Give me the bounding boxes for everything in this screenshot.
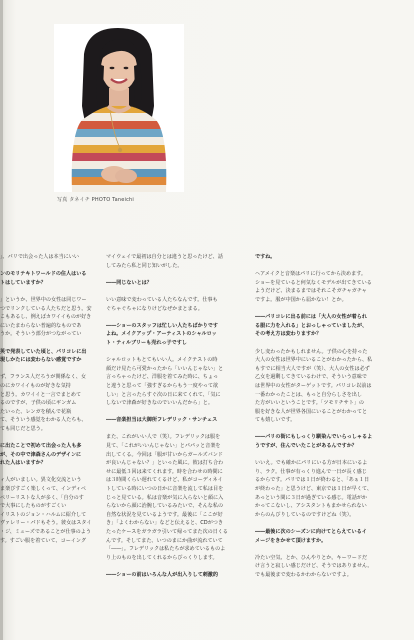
photo-credit: 写真 タネイチ PHOTO Taneichi <box>57 197 135 203</box>
answer-paragraph: ヘアメイクと音楽はパリに行ってから決めます。 ショーを見ていると何気なくモデルが出てきている ようだけど、決まるまではそれこそガチャガチャ ですよ。服が中国から届かない！とか。 <box>255 271 372 303</box>
text-column-2 <box>106 253 242 588</box>
answer-paragraph: 少し変わったかもしれません。子供の心を持った 大人の女性は世界中にいることがわかったから、私 もすでに相当大人ですが（笑）、大人の女性は必ず 乙女を過剰してきているわけで、そういう意味で は世界中の女性がターゲットです。パリコレ以前は 一番わかったことは、もっと自分らしさを出し た方がいいということです。「ツモリチサト」の 服を好きな人が世界各国にいることがわかってと ても嬉しいです。 <box>255 348 373 424</box>
question-paragraph: ですね。 <box>255 254 276 260</box>
portrait-photo <box>54 24 184 192</box>
portrait-illustration <box>54 24 184 192</box>
question-paragraph: ――同じないとは？ <box>106 279 152 286</box>
answer-paragraph: 冷たい空気、とか、ひんやりとか。キーワードだ け言うと寂しい感じだけど、そうではありません。 でも最後まで変わるかわからないですよ。 <box>255 554 373 578</box>
question-paragraph: ――パリコレに出る前には「大人の女性が着られ る服に力を入れる」とおっしゃっていましたが、 その考え方は変わりますか？ <box>255 314 368 338</box>
text-column-1 <box>0 253 99 636</box>
question-paragraph: ンのモリテキトワールドの住人はいる トはしていますか？ <box>0 271 87 286</box>
question-paragraph: ――ショーの前はいろんな人が出入りして刺激的 <box>106 571 218 578</box>
question-paragraph: ――音楽担当は大御所フレデリック・サンチェス <box>106 417 218 424</box>
question-paragraph: ――最後に次のシーズンに向けてとらえているイ メージをきかせて頂けますか。 <box>255 529 367 544</box>
answer-paragraph: ず、フランス人だろうが関係なく、女 のにカワイイものが好きな気持 と思う。カワイイと一言でまとめて るのですが、子供の頃にギンガム たいった、レンガを積んで花瓶 て、そういう感覚をわかる人たちも、 ても同じだと思う。 <box>0 374 87 432</box>
text-column-3 <box>255 253 400 588</box>
question-paragraph: ――ショーのスタッフは忙しい人たちばかりです よね。メイクアップ・アーティストのシャルロッ ト・ティルブリーも売れっ子ですし <box>106 322 218 346</box>
answer-paragraph: シャルロットもとてもいい人。メイクテストの時 顔だけ見たら可愛かったから「いいんじゃない」と 言っちゃったけど、洋服を着てみた時に、ちょっ と違うと思って「強すぎるからもう一度やって欲 しい」と言ったらすぐ次の日に来てくれて、「気に しないで津森が好きなのでいいんだから」と。 <box>106 357 224 407</box>
question-paragraph: 英で発表していた頃と、パリコレに出 現しかたには変わらない感覚ですか <box>0 348 87 364</box>
answer-paragraph: 」というか、世界中の女性は同じワー つでリンクしている人たちだと思う。安 こもあるし、例えばカワイイものが好き にいたまわらない普遍的なものであ うか。そういう部分がつながってい <box>0 296 92 338</box>
answer-paragraph: マイウェイで最初は自分とは違うと思ったけど、話 してみたら私と同じ知いがした。 <box>106 254 223 269</box>
answer-paragraph: 」、パリで出会った人は本当にいい <box>0 254 79 260</box>
question-paragraph: に出たことで初めて出会った人も多 が、その中で津森さんのデザインに れた人はいますか？ <box>0 443 82 467</box>
answer-paragraph: いいえ。でも確かにパリにいる方が日本にいるよ り、ラク。仕事が有っくり進んで一日が長く感じ るからです。パリでは１日が終わると、「あぁ１日 が終わった」と思うけど、東京では１日が早くて、 あっという間に３日が過ぎている感じ。電話がか かってこないし、アシスタントもまかせられない からのんびりしているのですけどね（笑）。 <box>255 460 373 518</box>
answer-paragraph: いい意味で変わっている人たちなんです。仕事も ぐちゃぐちゃになりけどなぜかまとまる。 <box>106 296 218 312</box>
answer-paragraph: ィ人がいましい。異文化交流という ま楽びすごく楽しくって、インディペ ペリーリストな人が多く、「自分のす で大事にしたものがすごくい イリストのジョン・ハルムに紹介して ヴァレリー・パドもそう。彼女はスタイ ・ジ、ミューズであることが仕事のよう す。すごい服を着ていて、コーイング <box>0 477 92 544</box>
answer-paragraph: また、これがいい人で（笑）。フレデリックは服を 見て、「これがいいんじゃない」とパパッと音楽を 出してくる。今回は「服が甘いからガールズバンド が良いんじゃない？」といった風に。彼は打ち合わ せに最低３回は来てくれます。時を合わせの時間に は３時間くらい遅れてくるけど、私がコーディネイ トしている時にいつの日かに音楽を流して私は目を じっと見ている。私は音楽が気に入らないと顔に入 らないから顔に治腕しているみたいで、そんな私の 自然な状況を見ているようです。最後に「ここが好 き」「よくわからない」などと伝えると、CDがつき たったケースをガラガラ引いて帰ってまた次の日くる んです。そしてまた、いつのまにか曲が流れていて 「――」。フレデリックは私たちが求めているものよ り上のものを出してくれるからびっくりします。 <box>106 434 228 561</box>
question-paragraph: ――パリの街にもしっくり馴染んでいらっしゃるよ うですが、住んでいたことがあるんですか？ <box>255 434 373 450</box>
